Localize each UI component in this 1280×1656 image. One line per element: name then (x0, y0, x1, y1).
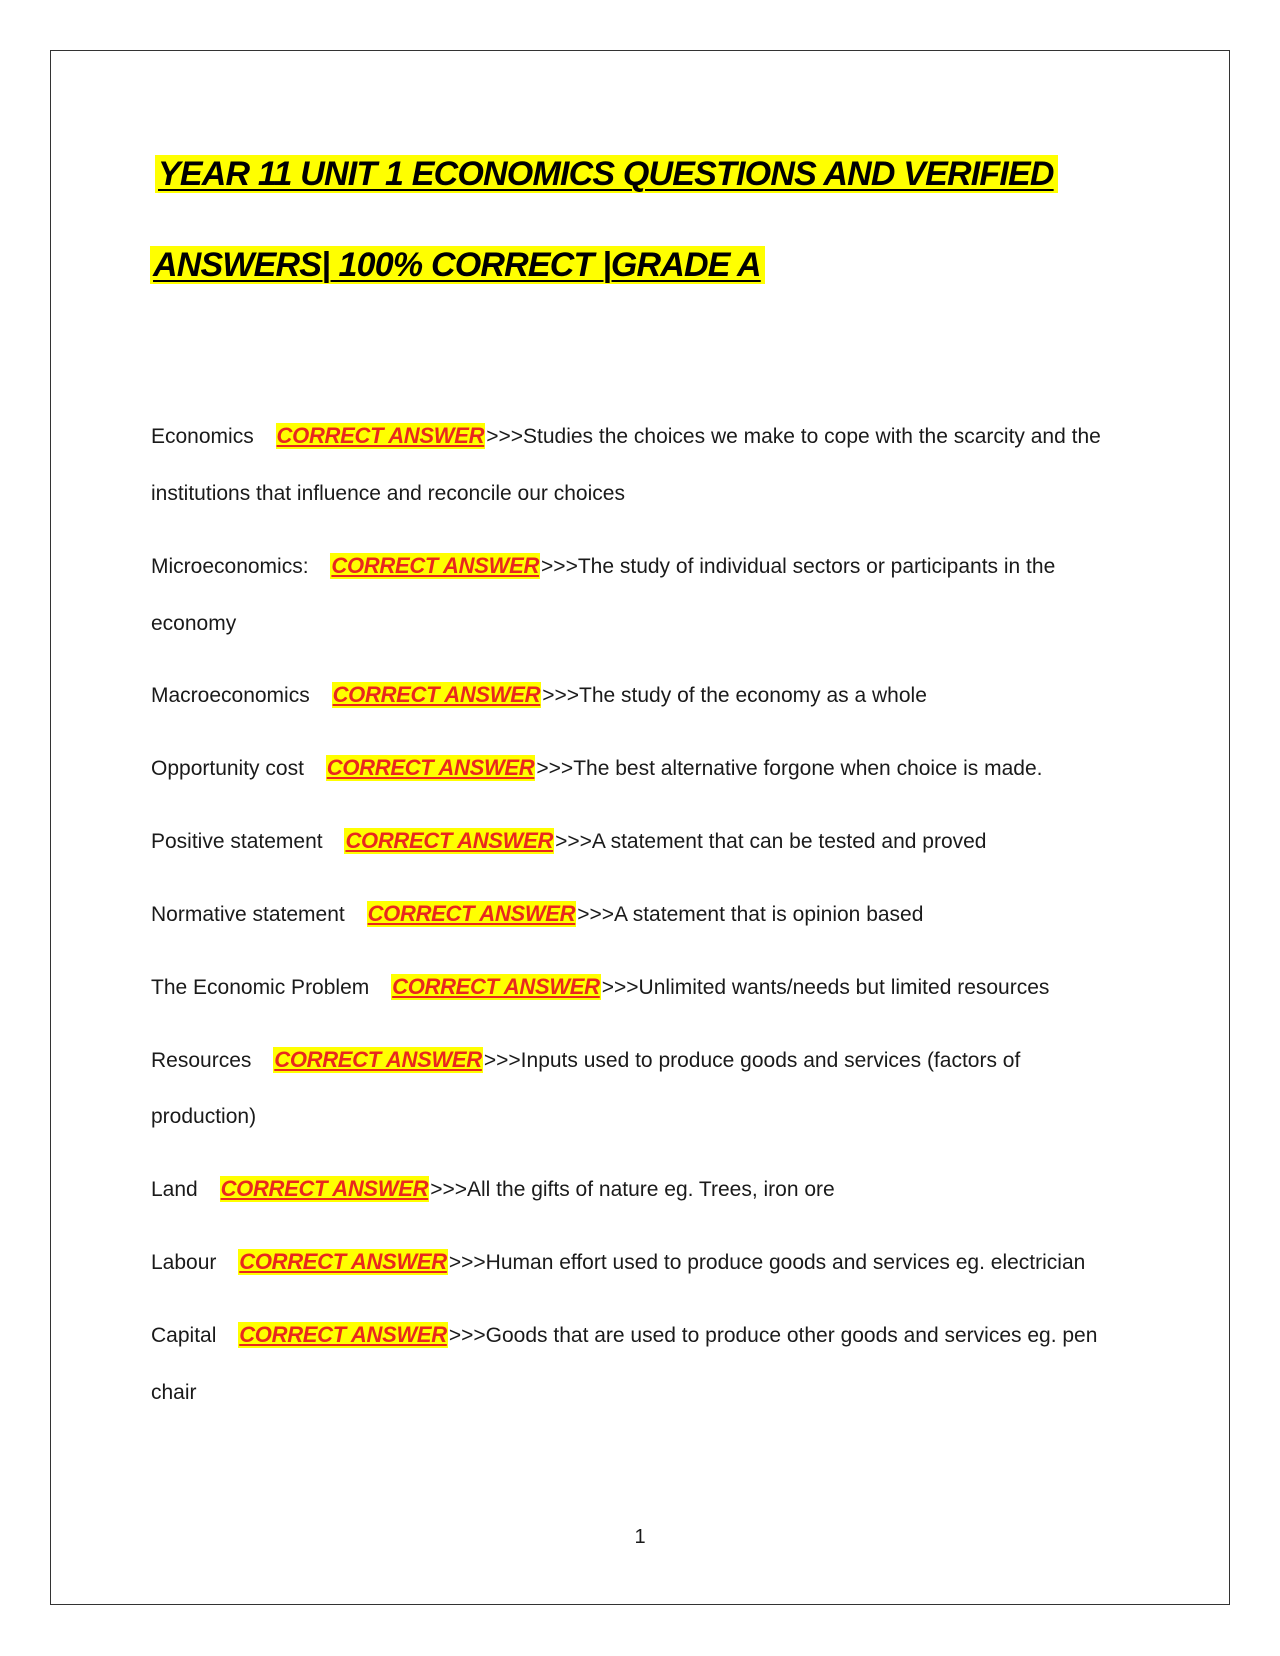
entry-definition: >>>Inputs used to produce goods and services (factors of (483, 1049, 1021, 1072)
entry-definition: >>>Unlimited wants/needs but limited resources (601, 976, 1050, 999)
title-highlight-1: YEAR 11 UNIT 1 ECONOMICS QUESTIONS AND VERIFIED (155, 155, 1058, 193)
entry-continuation: production) (151, 1105, 257, 1128)
entry-term: Macroeconomics (151, 684, 310, 707)
correct-answer-badge: CORRECT ANSWER (276, 423, 485, 448)
entry-continuation: institutions that influence and reconcile our choices (151, 482, 625, 505)
entry-definition: >>>Human effort used to produce goods and services eg. electrician (448, 1251, 1086, 1274)
correct-answer-badge: CORRECT ANSWER (326, 755, 535, 780)
entry-continuation: chair (151, 1381, 197, 1404)
correct-answer-badge: CORRECT ANSWER (274, 1047, 482, 1072)
entry-term: Microeconomics: (151, 555, 309, 578)
entry-term: Land (151, 1178, 198, 1201)
entry-term: Economics (151, 425, 254, 448)
entry-economics (151, 423, 1101, 451)
entry-labour (151, 1249, 1085, 1277)
title-highlight-2: ANSWERS| 100% CORRECT |GRADE A (150, 246, 765, 284)
correct-answer-badge: CORRECT ANSWER (332, 682, 541, 707)
document-title-line-2 (150, 243, 765, 287)
entry-definition: >>>The best alternative forgone when choice is made. (536, 757, 1043, 780)
entry-positive-statement (151, 828, 987, 856)
correct-answer-badge: CORRECT ANSWER (392, 974, 600, 999)
correct-answer-badge: CORRECT ANSWER (331, 553, 540, 578)
correct-answer-badge: CORRECT ANSWER (239, 1249, 447, 1274)
entry-economic-problem (151, 974, 1049, 1002)
correct-answer-badge: CORRECT ANSWER (220, 1176, 429, 1201)
entry-macroeconomics (151, 682, 927, 710)
correct-answer-badge: CORRECT ANSWER (239, 1322, 447, 1347)
entry-capital (151, 1322, 1097, 1350)
entry-definition: >>>A statement that can be tested and proved (555, 830, 987, 853)
correct-answer-badge: CORRECT ANSWER (345, 828, 554, 853)
entry-definition: >>>Studies the choices we make to cope with the scarcity and the (486, 425, 1101, 448)
entry-term: The Economic Problem (151, 976, 370, 999)
entry-land (151, 1176, 835, 1204)
entry-resources (151, 1047, 1020, 1075)
entry-term: Normative statement (151, 903, 345, 926)
correct-answer-badge: CORRECT ANSWER (367, 901, 576, 926)
entry-opportunity-cost (151, 755, 1042, 783)
entry-definition: >>>All the gifts of nature eg. Trees, iron ore (430, 1178, 835, 1201)
entry-definition: >>>The study of individual sectors or participants in the (541, 555, 1056, 578)
entry-term: Resources (151, 1049, 252, 1072)
entry-definition: >>>The study of the economy as a whole (542, 684, 927, 707)
entry-definition: >>>A statement that is opinion based (577, 903, 924, 926)
entry-continuation: economy (151, 612, 237, 635)
entry-term: Labour (151, 1251, 217, 1274)
page-number: 1 (634, 1526, 646, 1548)
entry-definition: >>>Goods that are used to produce other goods and services eg. pen (448, 1324, 1098, 1347)
entry-term: Opportunity cost (151, 757, 304, 780)
entry-microeconomics (151, 553, 1055, 581)
document-title-line-1 (155, 152, 1058, 196)
entry-term: Positive statement (151, 830, 323, 853)
entry-term: Capital (151, 1324, 217, 1347)
entry-normative-statement (151, 901, 923, 929)
